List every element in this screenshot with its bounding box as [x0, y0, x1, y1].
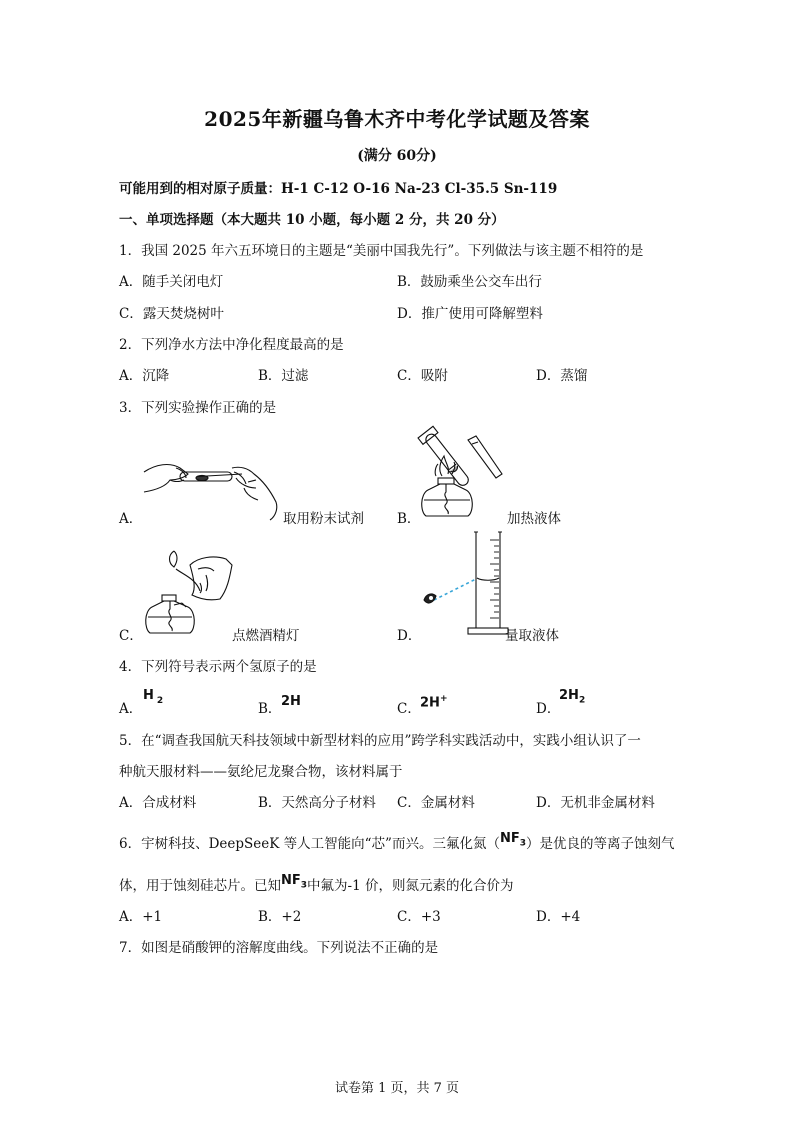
question-3-option-c-letter: C．	[119, 628, 143, 644]
question-5-option-d: D．无机非金属材料	[536, 795, 655, 811]
question-1-option-d: D．推广使用可降解塑料	[397, 306, 543, 322]
question-1-option-b: B．鼓励乘坐公交车出行	[397, 274, 542, 290]
question-6-stem-line-2: 体，用于蚀刻硅芯片。已知$NF_3$中氟为-1 价，则氮元素的化合价为	[119, 873, 514, 894]
question-2-option-b: B．过滤	[258, 368, 309, 384]
question-5-option-b: B．天然高分子材料	[258, 795, 376, 811]
question-4-option-a-letter: A．	[119, 701, 143, 717]
question-7-stem: 7．如图是硝酸钾的溶解度曲线。下列说法不正确的是	[119, 940, 439, 956]
question-4-option-c-formula: 2H+	[420, 694, 448, 711]
question-5-option-c: C．金属材料	[397, 795, 475, 811]
question-4-option-b-formula: 2H	[281, 694, 301, 709]
section-heading: 一、单项选择题（本大题共 10 小题，每小题 2 分，共 20 分）	[119, 212, 505, 228]
question-5-option-a: A．合成材料	[119, 795, 197, 811]
question-6-option-c: C．+3	[397, 909, 441, 925]
question-3-option-d-caption: 量取液体	[505, 628, 559, 644]
question-3-option-d-letter: D．	[397, 628, 422, 644]
question-3-option-a-caption: 取用粉末试剂	[283, 511, 364, 527]
question-1-option-a: A．随手关闭电灯	[119, 274, 224, 290]
powder-reagent-figure	[136, 458, 286, 523]
question-3-option-a-letter: A．	[119, 511, 143, 527]
lighting-lamp-figure	[140, 545, 240, 640]
question-3-stem: 3．下列实验操作正确的是	[119, 400, 277, 416]
score-note: (满分 60分)	[357, 148, 437, 164]
question-3-option-c-caption: 点燃酒精灯	[232, 628, 300, 644]
question-2-option-d: D．蒸馏	[536, 368, 588, 384]
question-2-option-a: A．沉降	[119, 368, 170, 384]
question-6-stem-line-1: 6．宇树科技、DeepSeeK 等人工智能向“芯”而兴。三氟化氮$(NF_3)$是优良的等离子蚀刻气	[119, 831, 675, 852]
question-6-option-a: A．+1	[119, 909, 163, 925]
question-2-option-c: C．吸附	[397, 368, 448, 384]
page-footer: 试卷第 1 页，共 7 页	[334, 1081, 460, 1096]
question-4-option-c-letter: C．	[397, 701, 421, 717]
question-6-option-d: D．+4	[536, 909, 581, 925]
question-1-stem: 1．我国 2025 年六五环境日的主题是“美丽中国我先行”。下列做法与该主题不相符的是	[119, 243, 644, 259]
heating-liquid-figure	[412, 416, 512, 524]
page-title: 2025年新疆乌鲁木齐中考化学试题及答案	[204, 107, 590, 131]
question-5-stem-line-2: 种航天服材料——氨纶尼龙聚合物，该材料属于	[119, 764, 403, 780]
question-4-option-a-formula: H $_2$	[143, 688, 164, 706]
question-1-option-c: C．露天焚烧树叶	[119, 306, 224, 322]
question-3-option-b-caption: 加热液体	[507, 511, 561, 527]
atomic-masses: 可能用到的相对原子质量：H-1 C-12 O-16 Na-23 Cl-35.5 Sn-119	[119, 181, 558, 197]
nf3-formula: $NF_3$	[499, 831, 526, 849]
question-3-option-b-letter: B．	[397, 511, 421, 527]
question-5-stem-line-1: 5．在“调查我国航天科技领域中新型材料的应用”跨学科实践活动中，实践小组认识了一	[119, 733, 641, 749]
nf3-formula-inline: $NF_3$	[281, 873, 308, 891]
question-4-option-d-formula: $2H_2$	[559, 688, 586, 706]
question-4-stem: 4．下列符号表示两个氢原子的是	[119, 659, 317, 675]
question-2-stem: 2．下列净水方法中净化程度最高的是	[119, 337, 344, 353]
question-4-option-b-letter: B．	[258, 701, 282, 717]
measure-liquid-figure	[420, 530, 520, 638]
question-4-option-d-letter: D．	[536, 701, 561, 717]
question-6-option-b: B．+2	[258, 909, 302, 925]
